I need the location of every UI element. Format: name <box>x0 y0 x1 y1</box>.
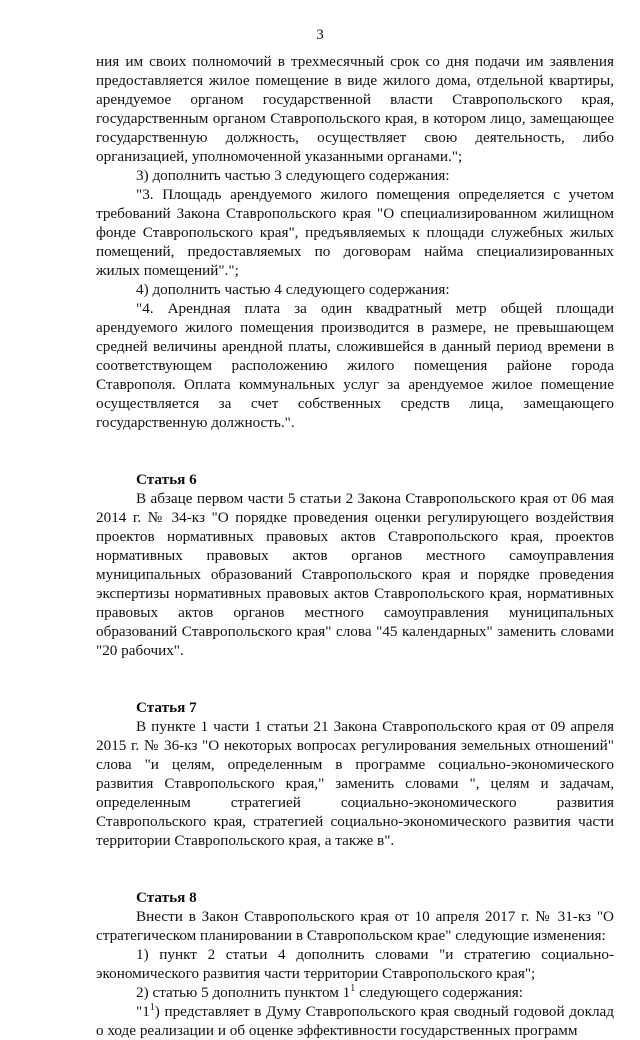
article-7-heading: Статья 7 <box>136 699 197 716</box>
paragraph-item-4: 4) дополнить частью 4 следующего содержания: <box>136 281 450 298</box>
paragraph-item-3: 3) дополнить частью 3 следующего содержания: <box>136 167 450 184</box>
article-6-text: В абзаце первом части 5 статьи 2 Закона Ставропольского края от 06 мая 2014 г. № 34-кз "О порядке проведения оценки регулирующего воздействия проектов нормативных правовых актов Ставропольского края, проектов нормативных правовых актов органов местного самоуправления муниципальных образований Ставропольского края и порядке проведения экспертизы нормативных правовых актов Ставропольского края, нормативных правовых актов органов местного самоуправления муниципальных образований Ставропольского края" слова "45 календарных" заменить словами "20 рабочих". <box>96 490 614 659</box>
article-6-heading: Статья 6 <box>136 471 197 488</box>
article-7-text: В пункте 1 части 1 статьи 21 Закона Ставропольского края от 09 апреля 2015 г. № 36-кз "О некоторых вопросах регулирования земельных отношений" слова "и целям, определенным в программе социально-экономического развития Ставропольского края," заменить словами ", целям и задачам, определенным стратегией социально-экономического развития Ставропольского края, стратегией социально-экономического развития части территории Ставропольского края, а также в". <box>96 718 614 849</box>
article-8-item-2: 2) статью 5 дополнить пунктом $1^1$ следующего содержания: <box>136 983 523 1001</box>
article-8-heading: Статья 8 <box>136 889 197 906</box>
page-number: 3 <box>316 27 324 43</box>
document-body <box>96 52 614 1040</box>
article-8-intro: Внести в Закон Ставропольского края от 10 апреля 2017 г. № 31-кз "О стратегическом планировании в Ставропольском крае" следующие изменения: <box>96 908 614 944</box>
paragraph-part-3-text: "3. Площадь арендуемого жилого помещения определяется с учетом требований Закона Ставропольского края "О специализированном жилищном фонде Ставропольского края", предъявляемых к площади служебных жилых помещений, предоставляемых по договорам найма специализированных жилых помещений"."; <box>96 186 614 279</box>
paragraph-continuation: ния им своих полномочий в трехмесячный срок со дня подачи им заявления предоставляется жилое помещение в виде жилого дома, отдельной квартиры, арендуемое органом государственной власти Ставропольского края, государственным органом Ставропольского края, в котором лицо, замещающее государственную должность, осуществляет свою деятельность, либо организацией, уполномоченной указанными органами."; <box>96 53 614 165</box>
article-8-point-1-1: "$1^1$) представляет в Думу Ставропольского края сводный годовой доклад о ходе реализации и об оценке эффективности государственных программ <box>96 1002 614 1039</box>
paragraph-part-4-text: "4. Арендная плата за один квадратный метр общей площади арендуемого жилого помещения производится в размере, не превышающем средней величины арендной платы, сложившейся в данный период времени в соответствующем расположению жилого помещения районе города Ставрополя. Оплата коммунальных услуг за арендуемое жилое помещение осуществляется за счет собственных средств лица, замещающего государственную должность.". <box>96 300 614 431</box>
article-8-item-1: 1) пункт 2 статьи 4 дополнить словами "и стратегию социально-экономического развития части территории Ставропольского края"; <box>96 946 614 982</box>
